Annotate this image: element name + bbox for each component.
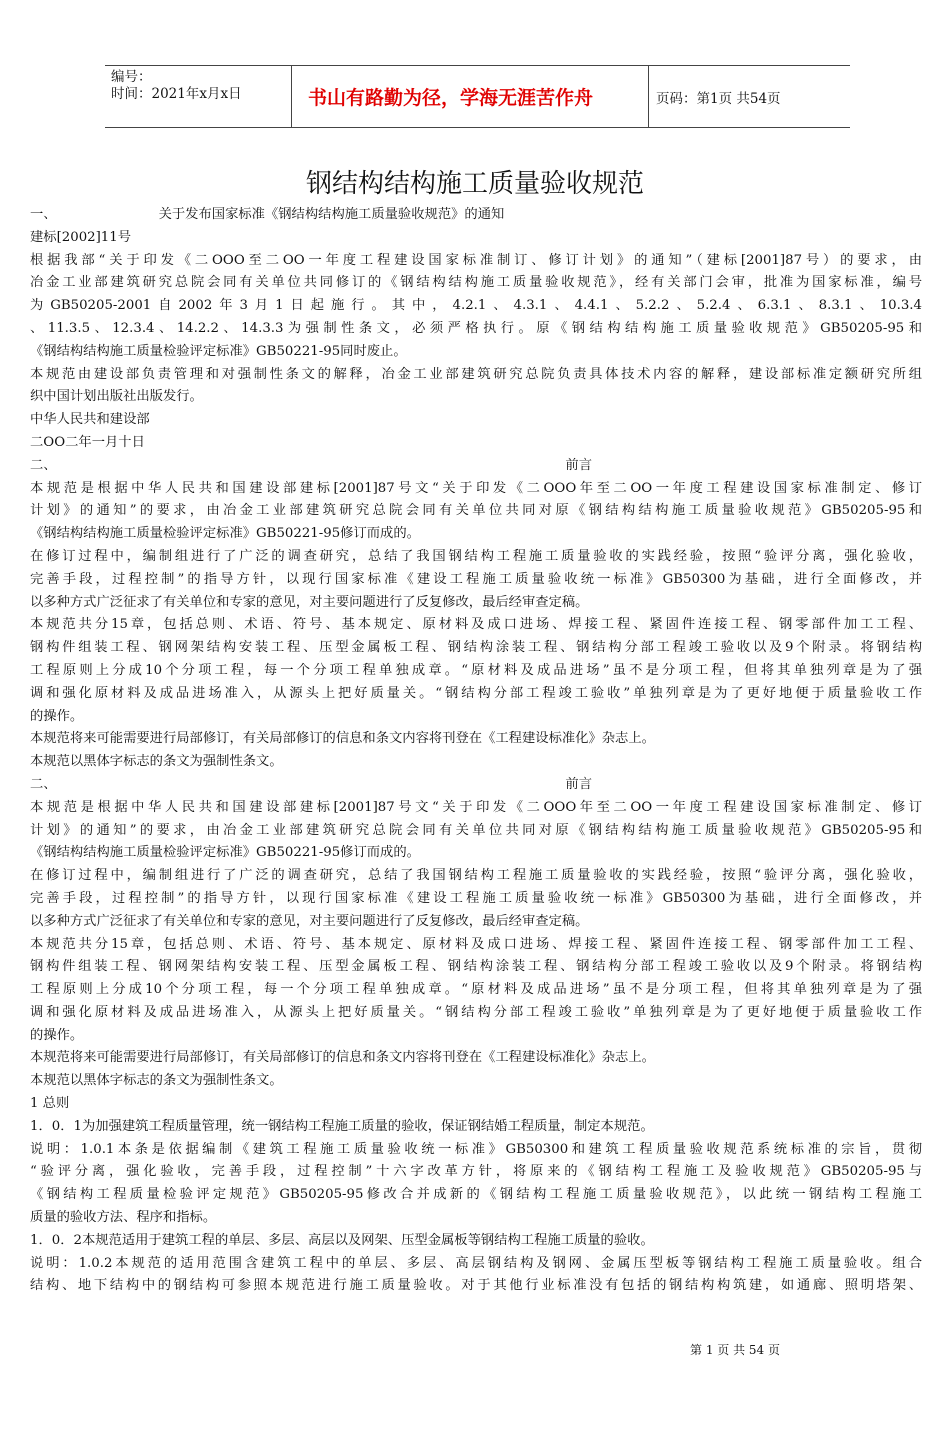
paragraph-line: 《钢结构结构施工质量检验评定标准》GB50221-95修订而成的。 xyxy=(30,526,420,542)
header-page-cell xyxy=(649,66,850,127)
paragraph-line: 的操作。 xyxy=(30,1027,84,1043)
paragraph-line: 本规范共分15章，包括总则、术语、符号、基本规定、原材料及成口进场、焊接工程、紧固件连接工程、钢零部件加工工程、 xyxy=(30,617,922,633)
paragraph-line: “验评分离，强化验收，完善手段，过程控制”十六字改革方针，将原来的《钢结构工程施工及验收规范》GB50205-95与 xyxy=(30,1164,922,1180)
paragraph-line: 中华人民共和建设部 xyxy=(30,412,150,428)
paragraph-line: 本规范由建设部负责管理和对强制性条文的解释，冶金工业部建筑研究总院负责具体技术内容的解释，建设部标准定额研究所组 xyxy=(30,366,922,382)
paragraph-line: 织中国计划出版社出版发行。 xyxy=(30,389,203,405)
paragraph-line: 钢构件组装工程、钢网架结构安装工程、压型金属板工程、钢结构涂装工程、钢结构分部工程竣工验收以及9个附录。将钢结构 xyxy=(30,959,922,975)
paragraph-line: 在修订过程中，编制组进行了广泛的调查研究，总结了我国钢结构工程施工质量验收的实践经验，按照“验评分离，强化验收， xyxy=(30,868,922,884)
paragraph-line: 以多种方式广泛征求了有关单位和专家的意见，对主要问题进行了反复修改，最后经审查定稿。 xyxy=(30,913,589,929)
paragraph-line: 1．0．2本规范适用于建筑工程的单层、多层、高层以及网架、压型金属板等钢结构工程施工质量的验收。 xyxy=(30,1232,654,1248)
paragraph-line: 以多种方式广泛征求了有关单位和专家的意见，对主要问题进行了反复修改，最后经审查定稿。 xyxy=(30,594,589,610)
paragraph-line: 建标[2002]11号 xyxy=(30,229,132,245)
paragraph-line: 本规范以黑体字标志的条文为强制性条文。 xyxy=(30,1073,283,1089)
paragraph-line: 为GB50205-2001自2002年3月1日起施行。其中，4.2.1、4.3.1、4.4.1、5.2.2、5.2.4、6.3.1、8.3.1、10.3.4 xyxy=(30,298,922,314)
paragraph-line: 《钢结构工程质量检验评定规范》GB50205-95修改合并成新的《钢结构工程施工质量验收规范》，以此统一钢结构工程施工 xyxy=(30,1187,922,1203)
paragraph-line: 根据我部“关于印发《二OOO至二OO一年度工程建设国家标准制订、修订计划》的通知”（建标[2001]87号）的要求，由 xyxy=(30,252,922,268)
section-number: 一、 xyxy=(30,207,57,222)
paragraph-line: 二OO二年一月十日 xyxy=(30,434,145,450)
paragraph-line: 本规范将来可能需要进行局部修订，有关局部修订的信息和条文内容将刊登在《工程建设标准化》杂志上。 xyxy=(30,731,655,747)
paragraph-line: 本规范共分15章，包括总则、术语、符号、基本规定、原材料及成口进场、焊接工程、紧固件连接工程、钢零部件加工工程、 xyxy=(30,936,922,952)
code-label: 编号： xyxy=(111,69,152,85)
paragraph-line: 在修订过程中，编制组进行了广泛的调查研究，总结了我国钢结构工程施工质量验收的实践经验，按照“验评分离，强化验收， xyxy=(30,548,922,564)
paragraph-line: 本规范以黑体字标志的条文为强制性条文。 xyxy=(30,754,283,770)
paragraph-line: 完善手段，过程控制”的指导方针，以现行国家标准《建设工程施工质量验收统一标准》GB50300为基础，进行全面修改，并 xyxy=(30,890,922,906)
page-footer: 第 1 页 共 54 页 xyxy=(690,1343,780,1357)
preface-title: 前言 xyxy=(565,457,592,473)
preface-title: 前言 xyxy=(565,776,592,792)
paragraph-line: 调和强化原材料及成品进场准入，从源头上把好质量关。“钢结构分部工程竣工验收”单独列章是为了更好地便于质量验收工作 xyxy=(30,685,922,701)
paragraph-line: 本规范将来可能需要进行局部修订，有关局部修订的信息和条文内容将刊登在《工程建设标准化》杂志上。 xyxy=(30,1050,655,1066)
paragraph-line: 计划》的通知”的要求，由冶金工业部建筑研究总院会同有关单位共同对原《钢结构结构施工质量验收规范》GB50205-95和 xyxy=(30,503,922,519)
paragraph-line: 质量的验收方法、程序和指标。 xyxy=(30,1210,217,1226)
paragraph-line: 完善手段，过程控制”的指导方针，以现行国家标准《建设工程施工质量验收统一标准》GB50300为基础，进行全面修改，并 xyxy=(30,571,922,587)
paragraph-line: 、11.3.5、12.3.4、14.2.2、14.3.3为强制性条文，必须严格执行。原《钢结构结构施工质量验收规范》GB50205-95和 xyxy=(30,320,922,336)
paragraph-line: 《钢结构结构施工质量检验评定标准》GB50221-95同时废止。 xyxy=(30,343,407,359)
preface-number: 二、 xyxy=(30,776,57,792)
page-header xyxy=(105,65,850,128)
paragraph-line: 计划》的通知”的要求，由冶金工业部建筑研究总院会同有关单位共同对原《钢结构结构施工质量验收规范》GB50205-95和 xyxy=(30,822,922,838)
page-info: 页码：第1页 共54页 xyxy=(656,90,781,107)
paragraph-line: 调和强化原材料及成品进场准入，从源头上把好质量关。“钢结构分部工程竣工验收”单独列章是为了更好地便于质量验收工作 xyxy=(30,1004,922,1020)
section-heading xyxy=(30,204,922,227)
paragraph-line: 工程原则上分成10个分项工程，每一个分项工程单独成章。“原材料及成品进场”虽不是分项工程，但将其单独列章是为了强 xyxy=(30,662,922,678)
paragraph-line: 钢构件组装工程、钢网架结构安装工程、压型金属板工程、钢结构涂装工程、钢结构分部工程竣工验收以及9个附录。将钢结构 xyxy=(30,640,922,656)
section-title: 关于发布国家标准《钢结构结构施工质量验收规范》的通知 xyxy=(158,207,505,222)
header-meta-cell xyxy=(105,66,292,127)
paragraph-line: 说明：1.0.1本条是依据编制《建筑工程施工质量验收统一标准》GB50300和建筑工程质量验收规范系统标准的宗旨，贯彻 xyxy=(30,1141,922,1157)
paragraph-line: 工程原则上分成10个分项工程，每一个分项工程单独成章。“原材料及成品进场”虽不是分项工程，但将其单独列章是为了强 xyxy=(30,982,922,998)
paragraph-line: 本规范是根据中华人民共和国建设部建标[2001]87号文“关于印发《二OOO年至二OO一年度工程建设国家标准制定、修订 xyxy=(30,799,922,815)
paragraph-line: 说明：1.0.2本规范的适用范围含建筑工程中的单层、多层、高层钢结构及钢网、金属压型板等钢结构工程施工质量验收。组合 xyxy=(30,1255,922,1271)
header-motto-cell xyxy=(292,66,649,127)
paragraph-line: 的操作。 xyxy=(30,708,84,724)
preface-heading xyxy=(30,455,922,478)
paragraph-line: 《钢结构结构施工质量检验评定标准》GB50221-95修订而成的。 xyxy=(30,845,420,861)
paragraph-line: 1．0．1为加强建筑工程质量管理，统一钢结构工程施工质量的验收，保证钢结婚工程质量，制定本规范。 xyxy=(30,1118,654,1134)
paragraph-line: 结构、地下结构中的钢结构可参照本规范进行施工质量验收。对于其他行业标准没有包括的钢结构构筑建，如通廊、照明塔架、 xyxy=(30,1278,922,1294)
preface-heading xyxy=(30,774,922,797)
preface-number: 二、 xyxy=(30,457,57,473)
document-title: 钢结构结构施工质量验收规范 xyxy=(305,169,644,199)
paragraph-line: 冶金工业部建筑研究总院会同有关单位共同修订的《钢结构结构施工质量验收规范》，经有关部门会审，批准为国家标准，编号 xyxy=(30,275,922,291)
chapter-heading: 1 总则 xyxy=(30,1096,70,1112)
motto-text: 书山有路勤为径，学海无涯苦作舟 xyxy=(308,87,594,109)
document-body xyxy=(30,204,922,1298)
paragraph-line: 本规范是根据中华人民共和国建设部建标[2001]87号文“关于印发《二OOO年至二OO一年度工程建设国家标准制定、修订 xyxy=(30,480,922,496)
time-label: 时间：2021年x月x日 xyxy=(111,86,242,102)
